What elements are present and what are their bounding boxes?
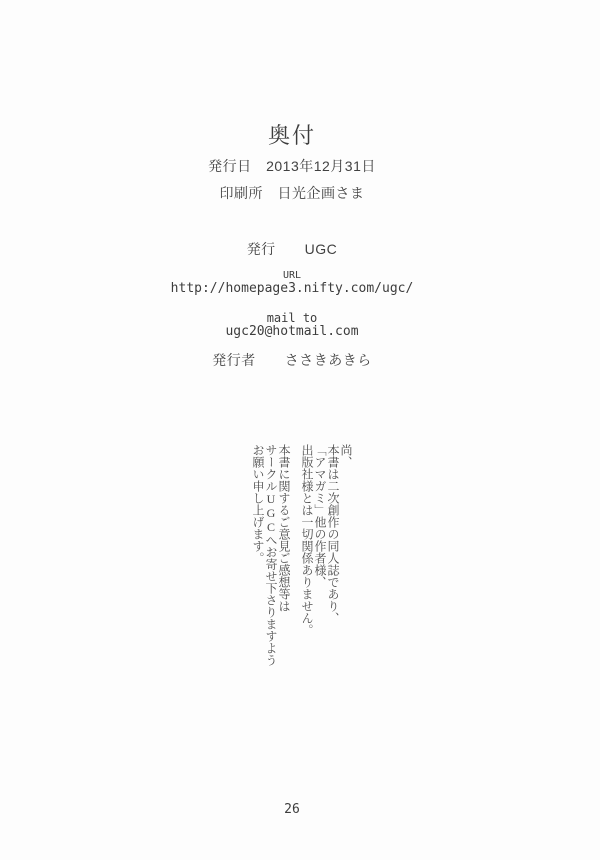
mail-to-label: mail to [266,311,318,325]
issue-date-line: 発行日 2013年12月31日 [208,158,376,174]
publisher-line: 発行 UGC [246,241,338,257]
page-number: 26 [284,802,300,817]
disclaimer-line-4: 出版社様とは一切関係ありません。 [300,444,314,636]
url-text: http://homepage3.nifty.com/ugc/ [170,281,414,296]
disclaimer-line-7: お願い申し上げます。 [251,444,265,564]
disclaimer-line-6: サークルUGCへお寄せ下さりますよう [264,444,278,666]
disclaimer-line-2: 本書は二次創作の同人誌であり、 [326,444,340,624]
disclaimer-block [251,444,352,666]
author-line: 発行者 ささきあきら [212,352,372,368]
disclaimer-line-3: 「アマガミ」他の作者様、 [313,444,327,588]
disclaimer-line-5: 本書に関するご意見ご感想等は [277,444,291,612]
url-label: URL [282,270,302,281]
disclaimer-line-1: 尚、 [339,444,353,468]
printer-line: 印刷所 日光企画さま [219,185,365,201]
email-text: ugc20@hotmail.com [225,324,359,339]
page-title: 奥付 [267,123,316,148]
